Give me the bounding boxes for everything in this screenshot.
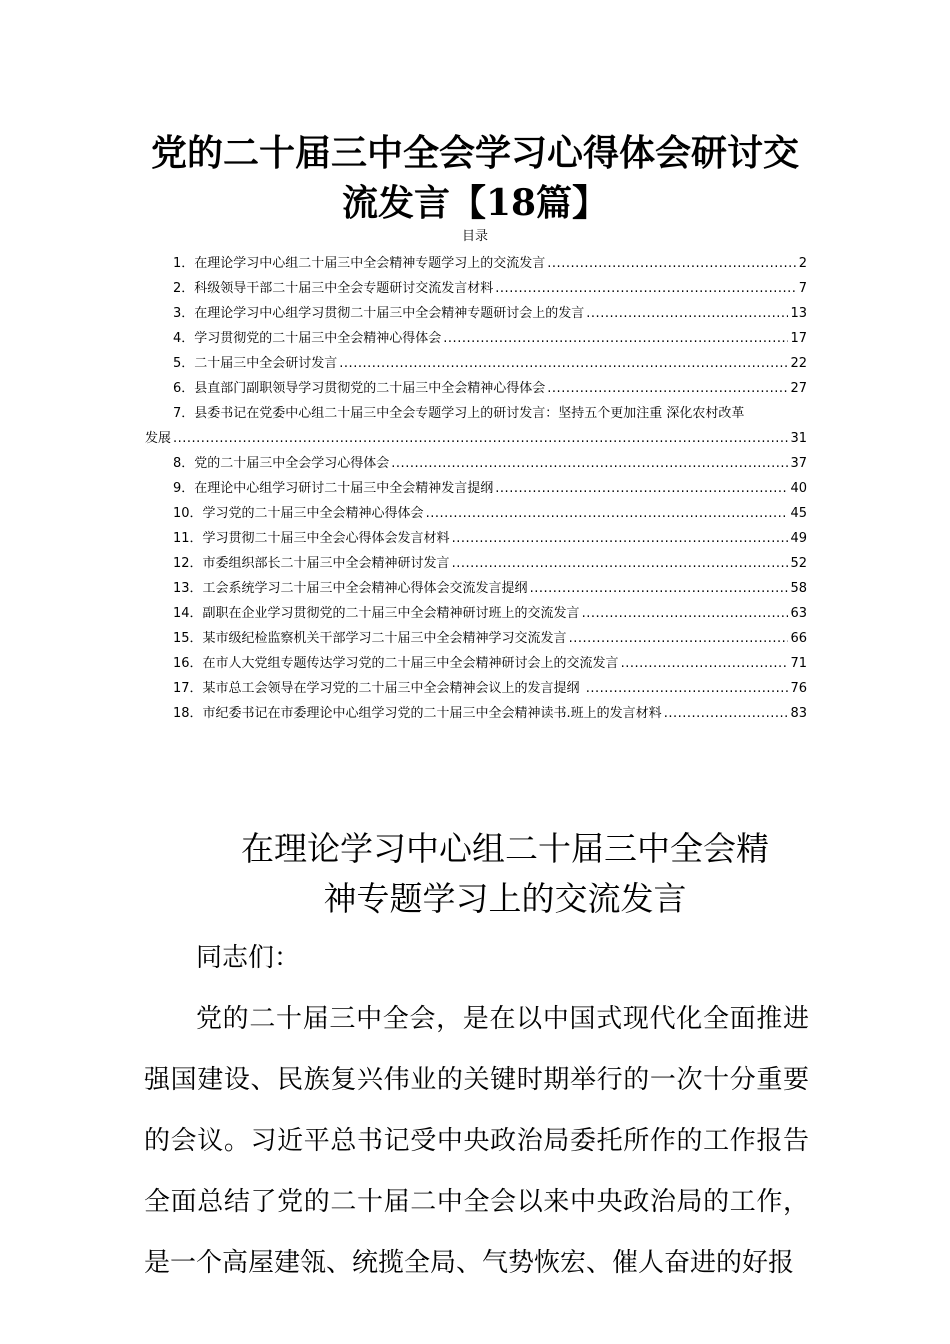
toc-entry-page: 49	[790, 531, 807, 546]
toc-entry-page: 83	[790, 706, 807, 721]
document-title-line1: 党的二十届三中全会学习心得体会研讨交	[150, 132, 799, 174]
dot-leader	[582, 601, 789, 626]
toc-entry-title: 工会系统学习二十届三中全会精神心得体会交流发言提纲	[202, 581, 528, 596]
dot-leader	[452, 551, 789, 576]
table-of-contents	[145, 251, 807, 726]
toc-entry-title: 某市总工会领导在学习党的二十届三中全会精神会议上的发言提纲	[202, 681, 584, 696]
toc-entry-number: 16．	[173, 656, 203, 671]
toc-entry[interactable]	[145, 476, 807, 501]
toc-entry-title: 市纪委书记在市委理论中心组学习党的二十届三中全会精神读书.班上的发言材料	[202, 706, 662, 721]
toc-entry-number: 10．	[173, 506, 203, 521]
dot-leader	[664, 701, 789, 726]
toc-entry-page: 40	[790, 481, 807, 496]
dot-leader	[426, 501, 789, 526]
toc-heading: 目录	[461, 229, 488, 244]
toc-entry[interactable]	[145, 626, 807, 651]
toc-entry-page: 76	[790, 681, 807, 696]
toc-entry[interactable]	[145, 651, 807, 676]
toc-entry[interactable]	[145, 451, 807, 476]
dot-leader	[586, 676, 789, 701]
dot-leader	[495, 276, 796, 301]
toc-entry[interactable]	[145, 351, 807, 376]
toc-entry-number: 1．	[173, 256, 195, 271]
toc-entry[interactable]	[145, 601, 807, 626]
toc-entry-title: 县直部门副职领导学习贯彻党的二十届三中全会精神心得体会	[194, 381, 546, 396]
toc-entry[interactable]	[145, 551, 807, 576]
toc-entry-number: 11．	[173, 531, 203, 546]
toc-entry[interactable]	[145, 676, 807, 701]
toc-entry[interactable]	[145, 526, 807, 551]
dot-leader	[547, 251, 796, 276]
dot-leader	[443, 326, 788, 351]
dot-leader	[621, 651, 789, 676]
section-title-line1: 在理论学习中心组二十届三中全会精	[241, 829, 769, 868]
toc-entry-title: 党的二十届三中全会学习心得体会	[194, 456, 390, 471]
toc-entry-number: 12．	[173, 556, 203, 571]
toc-entry-title: 某市级纪检监察机关干部学习二十届三中全会精神学习交流发言	[202, 631, 567, 646]
document-title	[120, 128, 830, 228]
toc-entry-title: 学习贯彻党的二十届三中全会精神心得体会	[194, 331, 442, 346]
toc-entry-number: 15．	[173, 631, 203, 646]
toc-entry-page: 7	[798, 281, 807, 296]
dot-leader	[530, 576, 789, 601]
toc-entry-title: 学习贯彻二十届三中全会心得体会发言材料	[202, 531, 450, 546]
toc-entry-page: 17	[790, 331, 807, 346]
toc-entry-title: 学习党的二十届三中全会精神心得体会	[202, 506, 424, 521]
toc-entry-title: 在理论学习中心组二十届三中全会精神专题学习上的交流发言	[194, 256, 546, 271]
toc-entry-title: 科级领导干部二十届三中全会专题研讨交流发言材料	[194, 281, 494, 296]
body-paragraph: 党的二十届三中全会，是在以中国式现代化全面推进强国建设、民族复兴伟业的关键时期举行的一次十分重要的会议。习近平总书记受中央政治局委托所作的工作报告全面总结了党的二十届二中全会以来中央政治局的工作，是一个高屋建瓴、统揽全局、气势恢宏、催人奋进的好报	[144, 1004, 809, 1278]
toc-entry-number: 8．	[173, 456, 195, 471]
toc-entry-page: 22	[790, 356, 807, 371]
toc-entry-page: 2	[798, 256, 807, 271]
toc-entry-number: 7．	[173, 406, 195, 421]
toc-entry-title: 县委书记在党委中心组二十届三中全会专题学习上的研讨发言：坚持五个更加注重 深化农村改革	[194, 406, 745, 421]
toc-entry[interactable]	[145, 576, 807, 601]
section-body	[144, 928, 809, 1294]
toc-entry-title: 二十届三中全会研讨发言	[194, 356, 338, 371]
dot-leader	[339, 351, 788, 376]
salutation: 同志们：	[196, 943, 301, 973]
toc-entry-number: 13．	[173, 581, 203, 596]
toc-entry-page: 58	[790, 581, 807, 596]
toc-entry-number: 4．	[173, 331, 195, 346]
toc-entry-page: 31	[790, 431, 807, 446]
toc-entry-title: 在理论学习中心组学习贯彻二十届三中全会精神专题研讨会上的发言	[194, 306, 585, 321]
toc-entry-number: 18．	[173, 706, 203, 721]
document-title-line2: 流发言【18篇】	[341, 182, 609, 224]
toc-entry[interactable]	[145, 401, 807, 451]
toc-entry[interactable]	[145, 701, 807, 726]
toc-entry-number: 6．	[173, 381, 195, 396]
toc-entry-page: 13	[790, 306, 807, 321]
dot-leader	[586, 301, 788, 326]
toc-entry-number: 9．	[173, 481, 195, 496]
toc-entry[interactable]	[145, 326, 807, 351]
toc-entry-number: 3．	[173, 306, 195, 321]
toc-entry-page: 63	[790, 606, 807, 621]
toc-entry-page: 27	[790, 381, 807, 396]
toc-entry-number: 14．	[173, 606, 203, 621]
section-title-line2: 神专题学习上的交流发言	[323, 879, 687, 918]
toc-entry[interactable]	[145, 276, 807, 301]
toc-entry-page: 66	[790, 631, 807, 646]
toc-entry-page: 37	[790, 456, 807, 471]
toc-entry-number: 5．	[173, 356, 195, 371]
toc-entry-title: 市委组织部长二十届三中全会精神研讨发言	[202, 556, 450, 571]
toc-entry-title-continued: 发展	[145, 431, 172, 446]
toc-entry-page: 45	[790, 506, 807, 521]
dot-leader	[547, 376, 788, 401]
dot-leader	[391, 451, 788, 476]
toc-entry-number: 2．	[173, 281, 195, 296]
dot-leader	[569, 626, 789, 651]
section-title	[175, 824, 835, 924]
dot-leader	[452, 526, 789, 551]
toc-entry-number: 17．	[173, 681, 203, 696]
toc-entry-title: 在理论中心组学习研讨二十届三中全会精神发言提纲	[194, 481, 494, 496]
toc-entry[interactable]	[145, 251, 807, 276]
toc-entry[interactable]	[145, 501, 807, 526]
toc-entry-page: 71	[790, 656, 807, 671]
dot-leader	[495, 476, 788, 501]
toc-entry-title: 在市人大党组专题传达学习党的二十届三中全会精神研讨会上的交流发言	[202, 656, 619, 671]
toc-entry[interactable]	[145, 301, 807, 326]
toc-entry-page: 52	[790, 556, 807, 571]
toc-entry-title: 副职在企业学习贯彻党的二十届三中全会精神研讨班上的交流发言	[202, 606, 580, 621]
toc-entry[interactable]	[145, 376, 807, 401]
dot-leader	[173, 426, 788, 451]
